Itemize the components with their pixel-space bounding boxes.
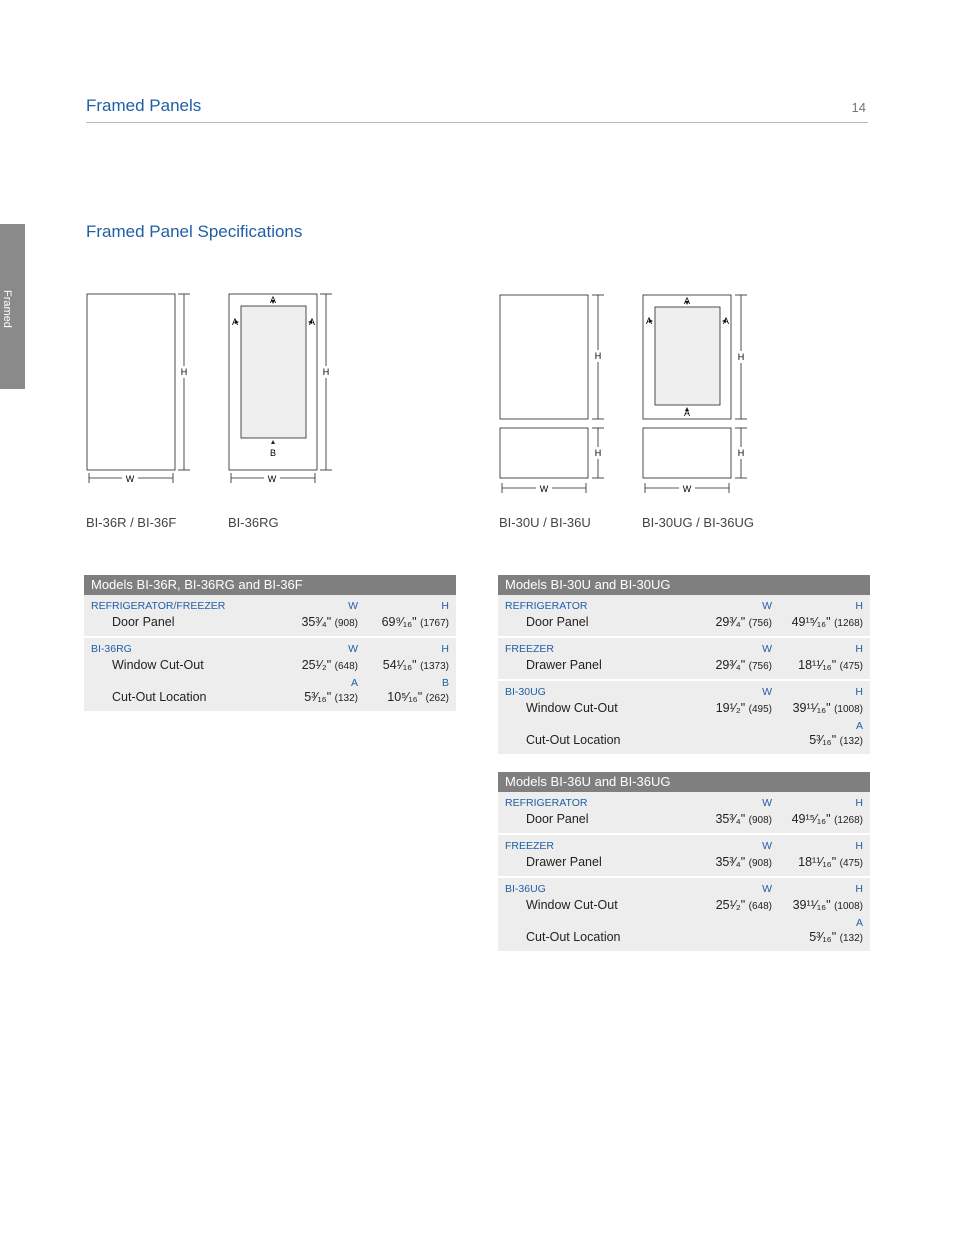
value-w: 35³⁄₄" (908) <box>715 855 772 869</box>
category-label: FREEZER <box>505 643 555 655</box>
diagram-label-bi30u: BI-30U / BI-36U <box>499 515 591 530</box>
diagram-label-bi30ug: BI-30UG / BI-36UG <box>642 515 754 530</box>
category-label: REFRIGERATOR <box>505 600 588 612</box>
col-header-w: W <box>348 643 358 655</box>
dim-a-left: A <box>645 316 653 326</box>
dim-a-top: A <box>683 296 691 306</box>
item-label: Drawer Panel <box>526 658 602 672</box>
item-label: Door Panel <box>526 812 589 826</box>
dim-w: W <box>682 484 692 494</box>
col-header-w: W <box>762 840 772 852</box>
dim-h-drawer: H <box>737 448 745 458</box>
table-group <box>498 835 870 878</box>
col-header-h: H <box>441 643 449 655</box>
table-group <box>84 638 456 711</box>
diagram-bi30ug <box>634 288 759 498</box>
category-label: BI-30UG <box>505 686 546 698</box>
table-group <box>498 638 870 681</box>
col-header-a: A <box>350 677 358 689</box>
dim-a-right: A <box>722 316 730 326</box>
value-w: 35³⁄₄" (908) <box>715 812 772 826</box>
dim-h: H <box>180 367 188 377</box>
value-h: 39¹¹⁄₁₆" (1008) <box>792 701 863 715</box>
diagram-bi30u <box>492 288 617 498</box>
col-header-b: B <box>441 677 449 689</box>
diagram-label-bi36rg: BI-36RG <box>228 515 279 530</box>
spec-table-bi36u <box>498 772 870 951</box>
diagram-bi36r <box>80 288 200 488</box>
col-header-w: W <box>348 600 358 612</box>
item-label: Cut-Out Location <box>526 733 621 747</box>
value-a: 5³⁄₁₆" (132) <box>809 733 863 747</box>
item-label: Cut-Out Location <box>526 930 621 944</box>
col-header-w: W <box>762 643 772 655</box>
category-label: BI-36RG <box>91 643 132 655</box>
value-w: 25¹⁄₂" (648) <box>715 898 772 912</box>
dim-w: W <box>539 484 549 494</box>
col-header-h: H <box>855 643 863 655</box>
col-header-h: H <box>855 797 863 809</box>
dim-a-top: A <box>269 295 277 305</box>
table-group <box>498 792 870 835</box>
side-tab <box>0 224 25 389</box>
value-w: 25¹⁄₂" (648) <box>301 658 358 672</box>
col-header-h: H <box>855 883 863 895</box>
dim-a-left: A <box>231 317 239 327</box>
value-b: 10⁵⁄₁₆" (262) <box>387 690 449 704</box>
item-label: Window Cut-Out <box>526 701 618 715</box>
col-header-h: H <box>855 600 863 612</box>
col-header-a: A <box>855 720 863 732</box>
category-label: REFRIGERATOR <box>505 797 588 809</box>
table-group <box>498 681 870 754</box>
value-h: 49¹⁵⁄₁₆" (1268) <box>791 615 863 629</box>
table-group <box>498 878 870 951</box>
dim-w: W <box>125 474 135 484</box>
value-h: 54¹⁄₁₆" (1373) <box>382 658 449 672</box>
table-group <box>84 595 456 638</box>
side-tab-label: Framed <box>1 290 13 328</box>
item-label: Door Panel <box>112 615 175 629</box>
value-w: 35³⁄₄" (908) <box>301 615 358 629</box>
dim-h: H <box>322 367 330 377</box>
dim-h-drawer: H <box>594 448 602 458</box>
category-label: BI-36UG <box>505 883 546 895</box>
category-label: FREEZER <box>505 840 555 852</box>
col-header-w: W <box>762 686 772 698</box>
item-label: Door Panel <box>526 615 589 629</box>
section-title: Framed Panel Specifications <box>86 222 303 241</box>
value-h: 69⁹⁄₁₆" (1767) <box>381 615 449 629</box>
item-label: Cut-Out Location <box>112 690 207 704</box>
table-title: Models BI-36R, BI-36RG and BI-36F <box>84 575 456 595</box>
value-h: 39¹¹⁄₁₆" (1008) <box>792 898 863 912</box>
value-h: 49¹⁵⁄₁₆" (1268) <box>791 812 863 826</box>
item-label: Drawer Panel <box>526 855 602 869</box>
dim-h: H <box>737 352 745 362</box>
col-header-a: A <box>855 917 863 929</box>
value-w: 19¹⁄₂" (495) <box>715 701 772 715</box>
dim-h: H <box>594 351 602 361</box>
col-header-h: H <box>855 686 863 698</box>
dim-b: B <box>269 448 277 458</box>
item-label: Window Cut-Out <box>526 898 618 912</box>
col-header-w: W <box>762 883 772 895</box>
dim-a-bottom: A <box>683 408 691 418</box>
value-a: 5³⁄₁₆" (132) <box>809 930 863 944</box>
category-label: REFRIGERATOR/FREEZER <box>91 600 226 612</box>
table-title: Models BI-30U and BI-30UG <box>498 575 870 595</box>
value-a: 5³⁄₁₆" (132) <box>304 690 358 704</box>
spec-table-bi36r <box>84 575 456 711</box>
spec-table-bi30u <box>498 575 870 754</box>
page-title: Framed Panels <box>86 96 202 115</box>
diagram-label-bi36r: BI-36R / BI-36F <box>86 515 177 530</box>
col-header-h: H <box>441 600 449 612</box>
value-w: 29³⁄₄" (756) <box>715 615 772 629</box>
table-title: Models BI-36U and BI-36UG <box>498 772 870 792</box>
col-header-w: W <box>762 797 772 809</box>
value-w: 29³⁄₄" (756) <box>715 658 772 672</box>
col-header-w: W <box>762 600 772 612</box>
value-h: 18¹¹⁄₁₆" (475) <box>798 658 863 672</box>
page-number: 14 <box>851 100 866 115</box>
value-h: 18¹¹⁄₁₆" (475) <box>798 855 863 869</box>
diagram-bi36rg <box>220 288 340 488</box>
item-label: Window Cut-Out <box>112 658 204 672</box>
dim-w: W <box>267 474 277 484</box>
dim-a-right: A <box>308 317 316 327</box>
table-group <box>498 595 870 638</box>
col-header-h: H <box>855 840 863 852</box>
header-divider <box>86 122 868 123</box>
